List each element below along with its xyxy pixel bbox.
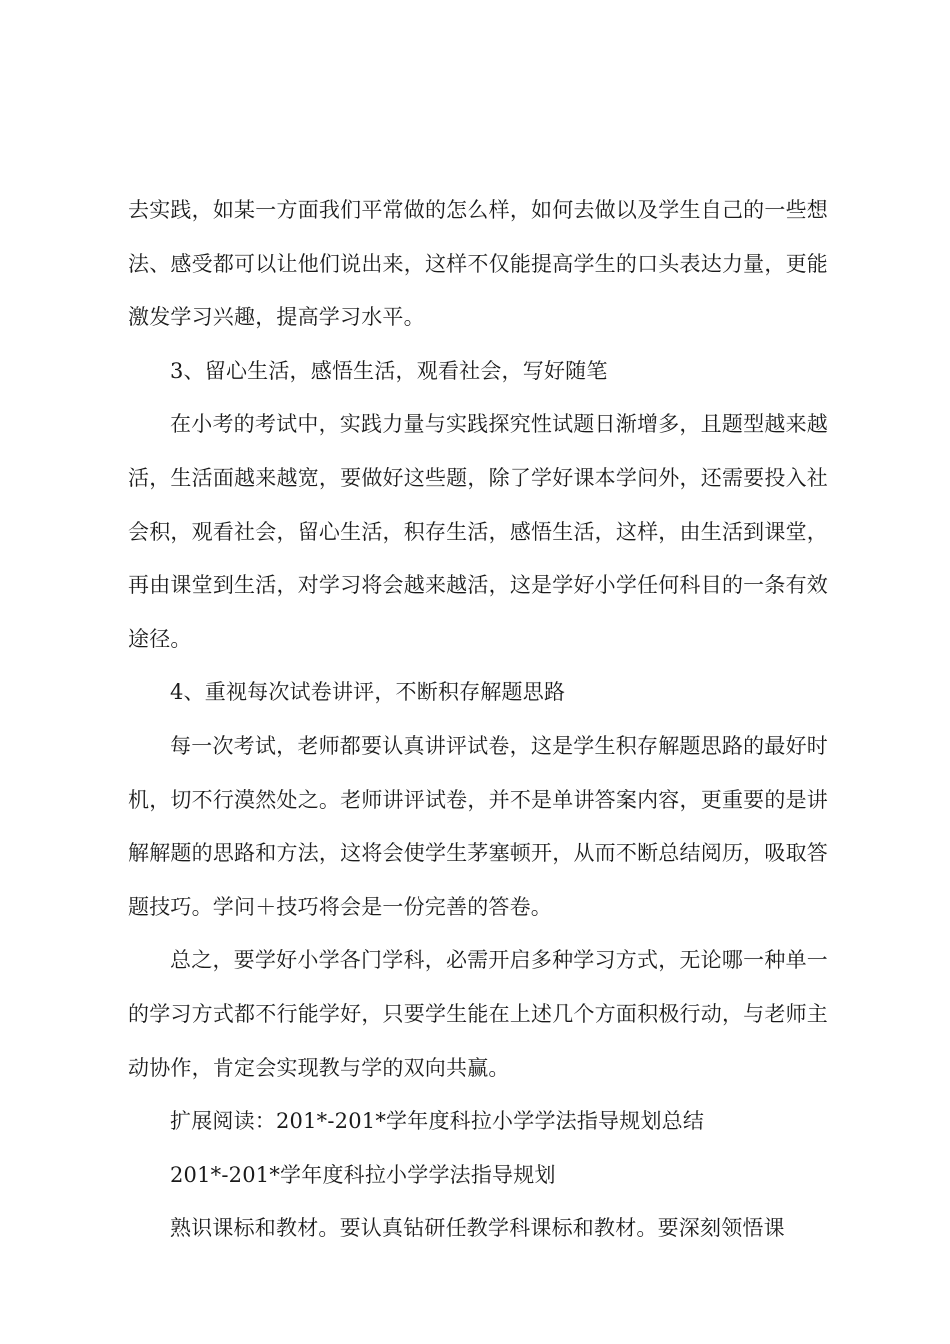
section-heading-4: 4、重视每次试卷讲评，不断积存解题思路 [170,680,566,705]
paragraph-life-observation: 在小考的考试中，实践力量与实践探究性试题日渐增多，且题型越来越活，生活面越来越宽，要做好这些题，除了学好课本学问外，还需要投入社会积，观看社会，留心生活，积存生活，感悟生活，这样，由生活到课堂，再由课堂到生活，对学习将会越来越活，这是学好小学任何科目的一条有效途径。 [128,412,828,651]
plan-title: 201*-201*学年度科拉小学学法指导规划 [170,1162,556,1187]
section-heading-3: 3、留心生活，感悟生活，观看社会，写好随笔 [170,358,608,383]
paragraph-plan-start: 熟识课标和教材。要认真钻研任教学科课标和教材。要深刻领悟课 [170,1216,785,1241]
paragraph-conclusion: 总之，要学好小学各门学科，必需开启多种学习方式，无论哪一种单一的学习方式都不行能学好，只要学生能在上述几个方面积极行动，与老师主动协作，肯定会实现教与学的双向共赢。 [128,948,828,1080]
extended-reading-line: 扩展阅读：201*-201*学年度科拉小学学法指导规划总结 [170,1109,705,1134]
document-body [128,184,828,1256]
paragraph-continuation: 去实践，如某一方面我们平常做的怎么样，如何去做以及学生自己的一些想法、感受都可以让他们说出来，这样不仅能提高学生的口头表达力量，更能激发学习兴趣，提高学习水平。 [128,198,828,330]
paragraph-exam-review: 每一次考试，老师都要认真讲评试卷，这是学生积存解题思路的最好时机，切不行漠然处之。老师讲评试卷，并不是单讲答案内容，更重要的是讲解解题的思路和方法，这将会使学生茅塞顿开，从而不断总结阅历，吸取答题技巧。学问＋技巧将会是一份完善的答卷。 [128,733,828,919]
